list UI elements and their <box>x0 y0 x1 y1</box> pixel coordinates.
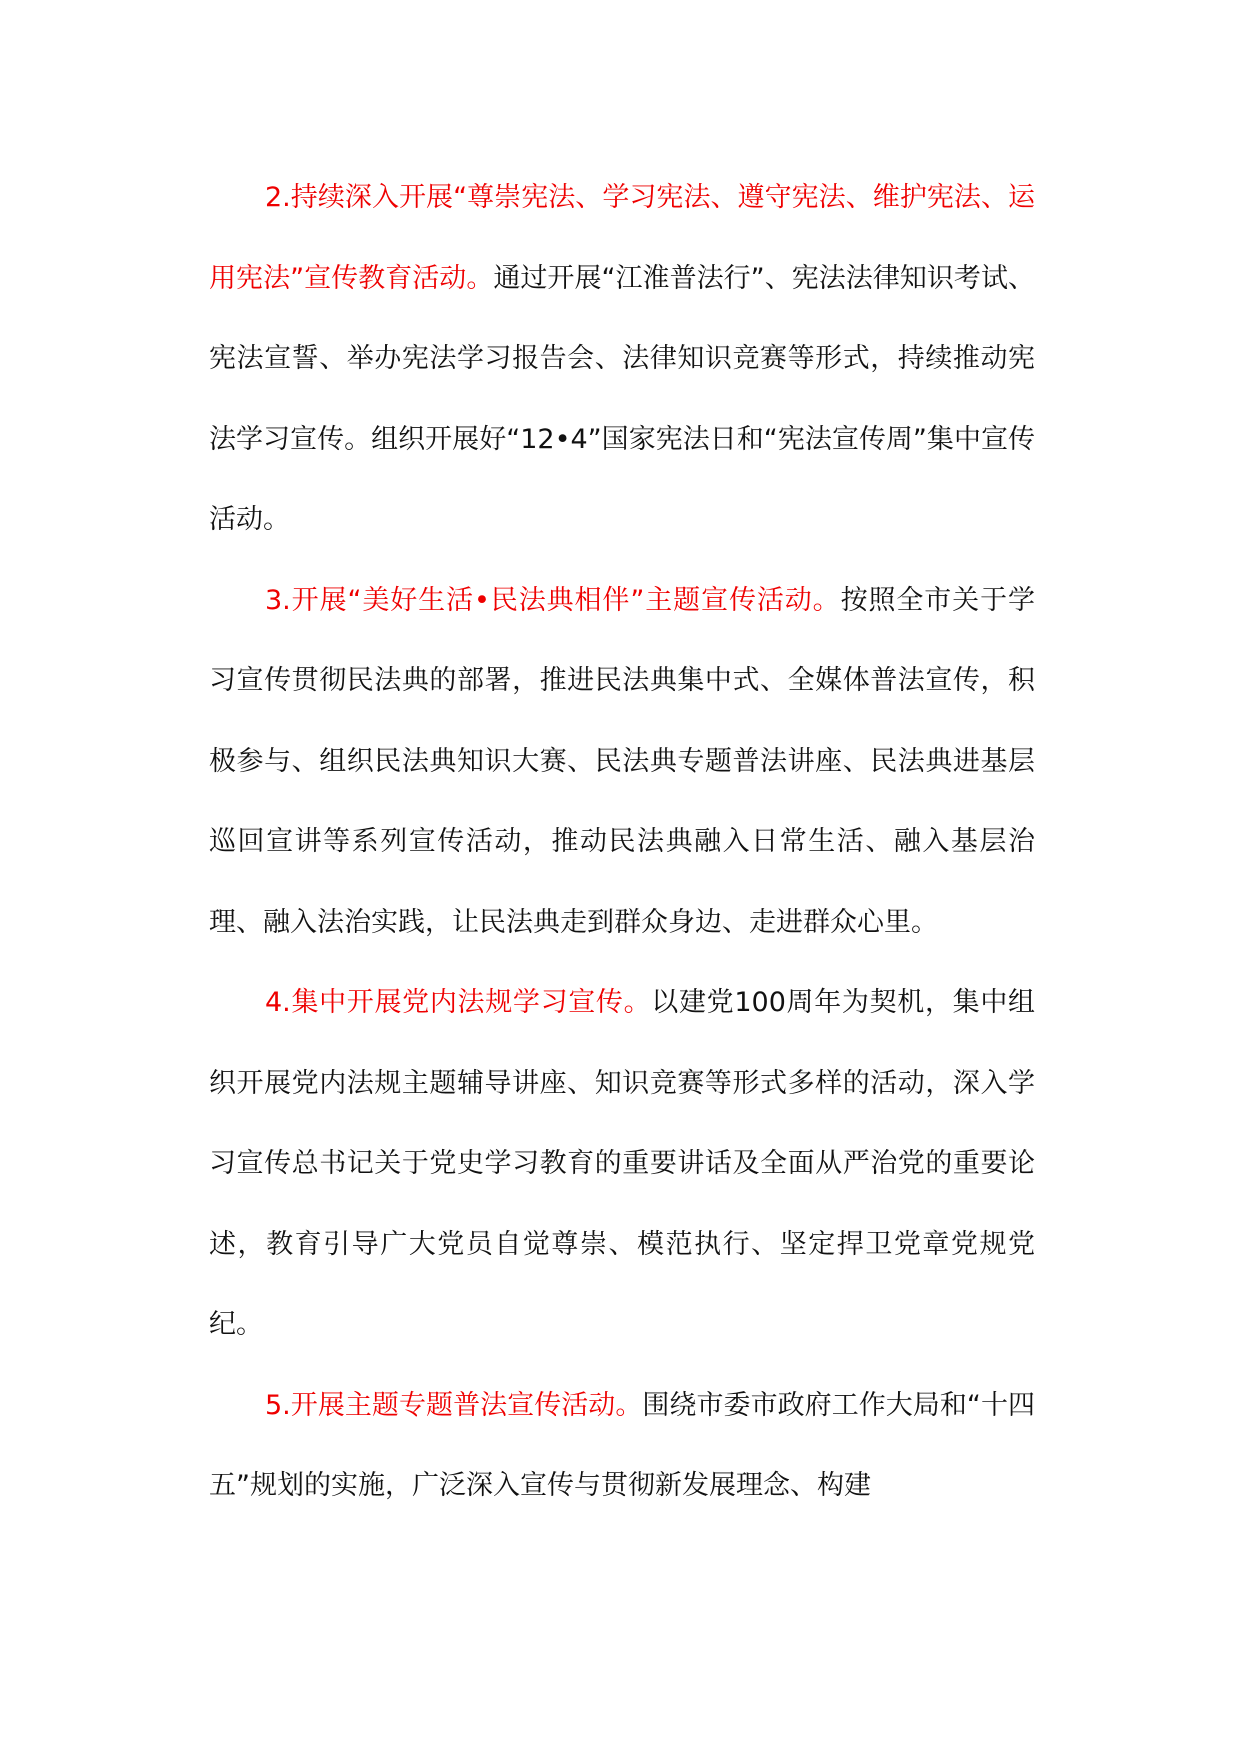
paragraph-4 <box>209 963 1035 1366</box>
paragraph-5 <box>209 1366 1035 1527</box>
document-page <box>209 158 1035 1527</box>
paragraph-4-heading: 4.集中开展党内法规学习宣传。 <box>265 987 652 1018</box>
paragraph-4-body: 以建党100周年为契机，集中组织开展党内法规主题辅导讲座、知识竞赛等形式多样的活动，深入学习宣传总书记关于党史学习教育的重要讲话及全面从严治党的重要论述，教育引导广大党员自觉尊崇、模范执行、坚定捍卫党章党规党纪。 <box>209 987 1035 1340</box>
paragraph-2-body: 通过开展“江淮普法行”、宪法法律知识考试、宪法宣誓、举办宪法学习报告会、法律知识竞赛等形式，持续推动宪法学习宣传。组织开展好“12•4”国家宪法日和“宪法宣传周”集中宣传活动。 <box>209 262 1035 535</box>
paragraph-5-heading: 5.开展主题专题普法宣传活动。 <box>265 1389 643 1421</box>
paragraph-2-heading: 2.持续深入开展“尊崇宪法、学习宪法、遵守宪法、维护宪法、运用宪法”宣传教育活动。 <box>209 182 1035 294</box>
paragraph-2 <box>209 158 1035 561</box>
paragraph-5-body: 围绕市委市政府工作大局和“十四五”规划的实施，广泛深入宣传与贯彻新发展理念、构建 <box>209 1389 1035 1501</box>
paragraph-3-heading: 3.开展“美好生活•民法典相伴”主题宣传活动。 <box>265 584 841 616</box>
paragraph-3 <box>209 561 1035 964</box>
paragraph-3-body: 按照全市关于学习宣传贯彻民法典的部署，推进民法典集中式、全媒体普法宣传，积极参与、组织民法典知识大赛、民法典专题普法讲座、民法典进基层巡回宣讲等系列宣传活动，推动民法典融入日常生活、融入基层治理、融入法治实践，让民法典走到群众身边、走进群众心里。 <box>209 584 1035 938</box>
